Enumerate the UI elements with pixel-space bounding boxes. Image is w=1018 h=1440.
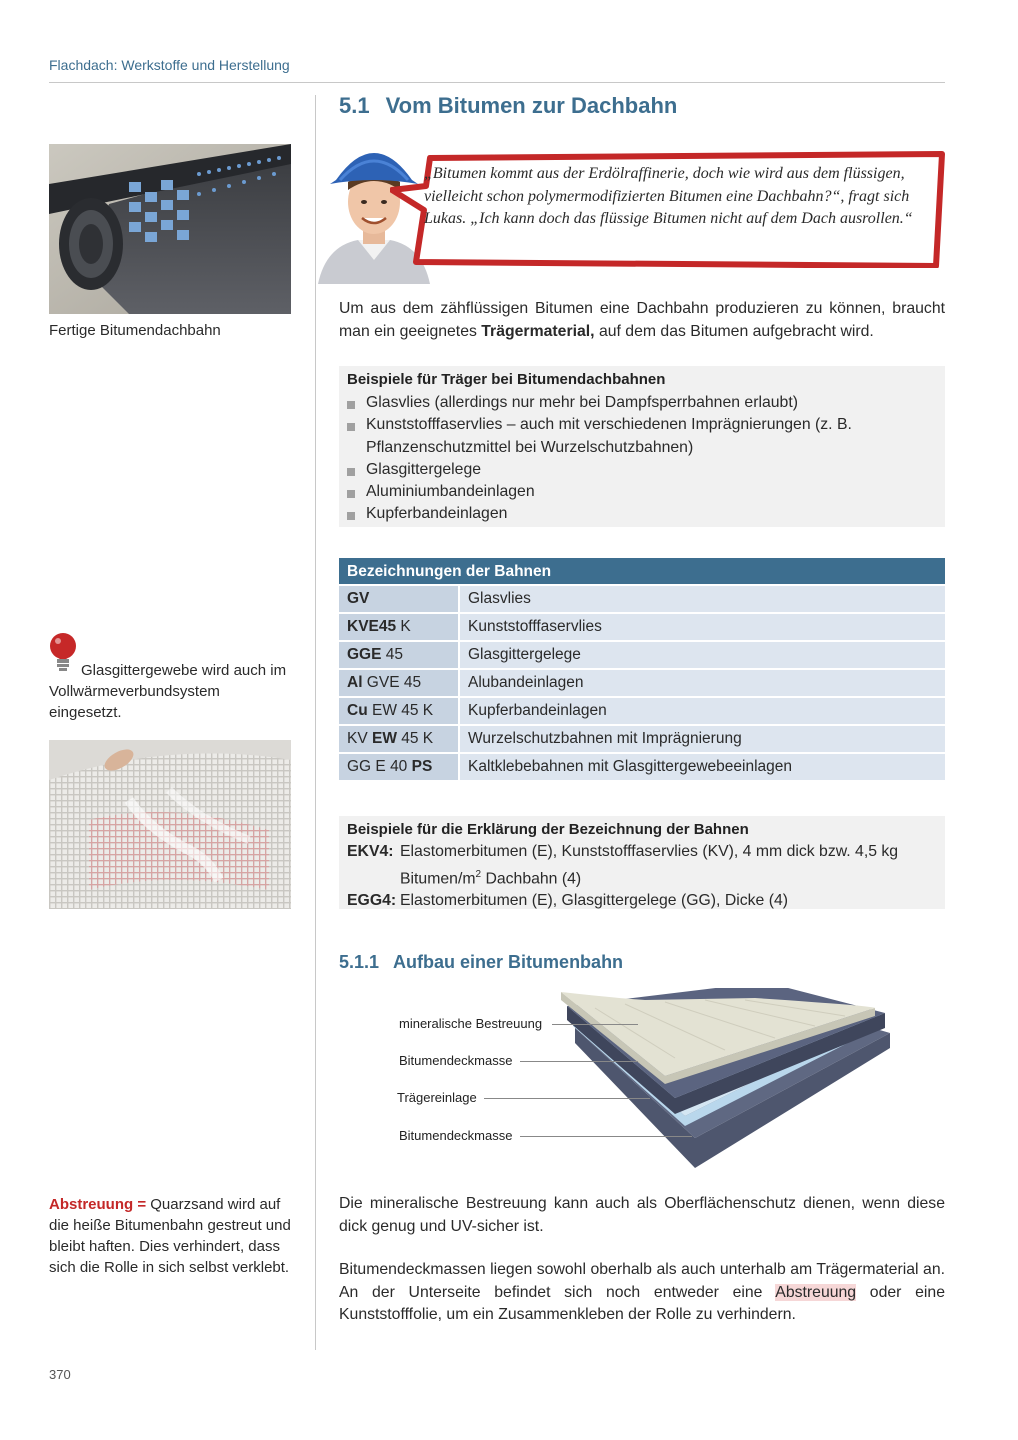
explanation-row: EKV4: Elastomerbitumen (E), Kunststofffaservlies (KV), 4 mm dick bzw. 4,5 kg Bitumen/$m^2$ Dachbahn (4) — [347, 843, 899, 887]
tip-text: Glasgittergewebe wird auch im Vollwärmeverbundsystem eingesetzt. — [49, 662, 287, 721]
designation-table — [339, 558, 945, 780]
section-title-text: Vom Bitumen zur Dachbahn — [385, 93, 678, 118]
diagram-leader-line — [520, 1136, 692, 1137]
paragraph-bitumen-layers: Bitumendeckmassen liegen sowohl oberhalb als auch unterhalb am Trägermaterial an. An der Unterseite befindet sich noch entweder eine Abstreuung oder eine Kunststofffolie, um ein Zusammenkleben der Rolle zu verhindern. — [339, 1261, 945, 1323]
carrier-examples-box — [339, 366, 945, 527]
explanation-row: EGG4: Elastomerbitumen (E), Glasgittergelege (GG), Dicke (4) — [347, 892, 789, 910]
diagram-label: Trägereinlage — [397, 1090, 477, 1105]
list-item: Glasgittergelege — [347, 459, 927, 481]
intro-bold-term: Trägermaterial, — [481, 322, 595, 340]
quote-text: „Bitumen kommt aus der Erdölraffinerie, doch wie wird aus dem flüssigen, vielleicht schon polymermodifizierten Bitumen eine Dachbahn?“, fragt sich Lukas. „Ich kann doch das flüssige Bitumen nicht auf dem Dach ausrollen.“ — [424, 165, 913, 227]
column-divider — [315, 95, 316, 1350]
subsection-title-text: Aufbau einer Bitumenbahn — [393, 952, 624, 972]
explanation-heading: Beispiele für die Erklärung der Bezeichnung der Bahnen — [347, 821, 749, 838]
diagram-label: mineralische Bestreuung — [399, 1016, 543, 1031]
subsection-number: 5.1.1 — [339, 952, 380, 972]
table-row: KVE45 K Kunststofffaservlies — [339, 614, 945, 640]
diagram-label: Bitumendeckmasse — [399, 1128, 513, 1143]
table-heading: Bezeichnungen der Bahnen — [339, 558, 945, 584]
bitumen-layer-diagram — [555, 988, 895, 1173]
diagram-label: Bitumendeckmasse — [399, 1053, 513, 1068]
definition-text: Quarzsand wird auf die heiße Bitumenbahn gestreut und bleibt haften. Dies verhindert, dass sich die Rolle in sich selbst verklebt. — [49, 1196, 291, 1276]
diagram-leader-line — [552, 1024, 638, 1025]
section-title — [339, 93, 677, 119]
header-rule — [49, 82, 945, 83]
definition-term: Abstreuung = — [49, 1196, 147, 1213]
table-row: GV Glasvlies — [339, 586, 945, 612]
running-header: Flachdach: Werkstoffe und Herstellung — [49, 57, 290, 73]
bitumen-roll-photo — [49, 144, 291, 314]
photo1-caption: Fertige Bitumendachbahn — [49, 322, 221, 339]
table-row: GGE 45 Glasgittergelege — [339, 642, 945, 668]
definition-box — [49, 1194, 291, 1278]
list-item: Kupferbandeinlagen — [347, 503, 927, 525]
table-row: GG E 40 PS Kaltklebebahnen mit Glasgittergewebeeinlagen — [339, 754, 945, 780]
list-item: Kunststofffaservlies – auch mit verschiedenen Imprägnierungen (z. B. Pflanzenschutzmittel bei Wurzelschutzbahnen) — [347, 414, 927, 459]
paragraph-mineral-surface: Die mineralische Bestreuung kann auch als Oberflächenschutz dienen, wenn diese dick genug und UV-sicher ist. — [339, 1195, 945, 1235]
section-number: 5.1 — [339, 93, 370, 118]
carrier-examples-heading: Beispiele für Träger bei Bitumendachbahnen — [347, 371, 666, 388]
intro-paragraph — [339, 298, 945, 343]
diagram-leader-line — [484, 1098, 650, 1099]
explanation-box — [339, 816, 945, 909]
table-row: Cu EW 45 K Kupferbandeinlagen — [339, 698, 945, 724]
intro-text-1: Um aus dem zähflüssigen Bitumen eine Dachbahn produzieren zu können, braucht man ein geeignetes — [339, 300, 945, 340]
list-item: Glasvlies (allerdings nur mehr bei Dampfsperrbahnen erlaubt) — [347, 392, 927, 414]
glass-mesh-photo — [49, 740, 291, 909]
subsection-title — [339, 952, 623, 973]
list-item: Aluminiumbandeinlagen — [347, 481, 927, 503]
table-row: KV EW 45 K Wurzelschutzbahnen mit Imprägnierung — [339, 726, 945, 752]
diagram-leader-line — [520, 1061, 638, 1062]
table-row: Al GVE 45 Alubandeinlagen — [339, 670, 945, 696]
intro-text-2: auf dem das Bitumen aufgebracht wird. — [594, 322, 874, 340]
highlighted-term: Abstreuung — [775, 1283, 857, 1301]
page-number: 370 — [49, 1367, 71, 1382]
carrier-examples-list — [347, 392, 927, 526]
